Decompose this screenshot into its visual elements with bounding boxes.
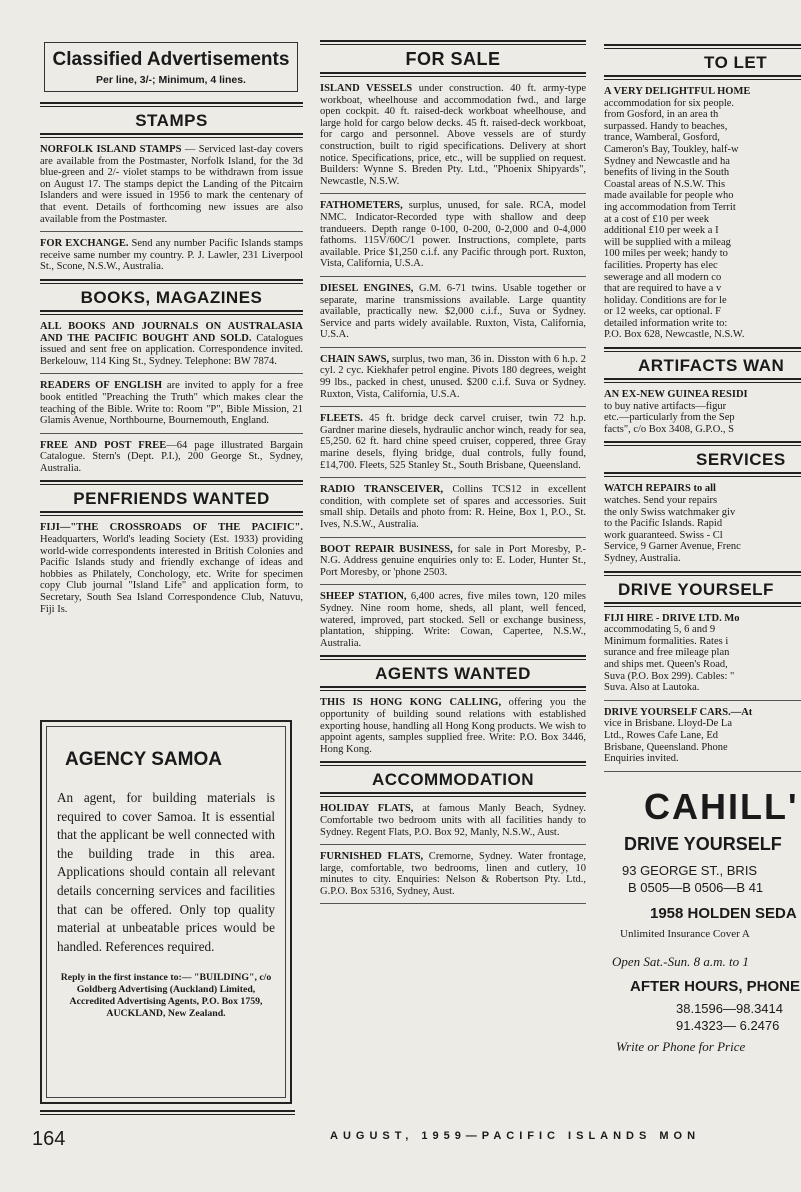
cahill-address: 93 GEORGE ST., BRIS [622, 862, 758, 878]
rule [604, 472, 801, 477]
rule [604, 378, 801, 383]
ad-drive-yourself-cars [604, 707, 801, 765]
rule [320, 537, 586, 538]
ad-all-books: ALL BOOKS AND JOURNALS ON AUSTRALASIA AND THE PACIFIC BOUGHT AND SOLD. Catalogues issued and sent free on application. Correspondence invited. Berkelouw, 114 King St., Sydney. Telephone: BW 7874. [40, 320, 303, 367]
cahill-name: CAHILL' [644, 785, 799, 827]
ad-fiji-hire-drive [604, 613, 801, 694]
rule [40, 231, 303, 232]
text-line: Sydney, Australia. [604, 553, 681, 564]
text-line: or 12 weeks, car optional. F [604, 306, 721, 318]
text-line: Brisbane, Queensland. Phone [604, 741, 728, 753]
ad-watch-repairs [604, 483, 801, 564]
rule [40, 102, 303, 107]
cahill-insurance: Unlimited Insurance Cover A [620, 927, 750, 940]
right-column-content [604, 44, 801, 1055]
text-line: surance and free mileage plan [604, 647, 730, 659]
text-line: work guaranteed. Swiss - Cl [604, 529, 723, 541]
rule [320, 477, 586, 478]
text-line: A VERY DELIGHTFUL HOME [604, 86, 751, 97]
ad-readers-of-english: READERS OF ENGLISH are invited to apply for a free book entitled "Preaching the Truth" which makes clear the teaching of the Bible. Write to: Room "P", Bible Mission, 21 Glamis Avenue, Northbourne, Bournemouth, England. [40, 380, 303, 427]
ad-radio-transceiver: RADIO TRANSCEIVER, Collins TCS12 in excellent condition, with complete set of spares and accessories. Suit small ship. Details and photo from: R. Heine, Box 1, P.O., St. Ives, N.S.W., Australia. [320, 484, 586, 530]
rule [320, 193, 586, 194]
text-line: 100 miles per week; handy to [604, 248, 728, 260]
rule [604, 771, 801, 772]
stamps-section [40, 102, 303, 621]
text-line: watches. Send your repairs [604, 495, 718, 507]
rule [40, 310, 303, 315]
ad-fathometers: FATHOMETERS, surplus, unused, for sale. RCA, model NMC. Indicator-Recorded type with shallow and deep trandueers. Depth range 0-100, 0-200, 0-2,000 and 0-4,000 fathoms. 115V/60C/1 power. Instructions, complete, parts available. Price $1,250 c.i.f. any Pacific through port. Ruxton, Vista, California, U.S.A. [320, 200, 586, 270]
section-heading-agents-wanted: AGENTS WANTED [375, 664, 531, 684]
section-heading-services: SERVICES [696, 450, 786, 470]
rule [604, 441, 801, 446]
section-heading-to-let: TO LET [704, 53, 768, 72]
text-line: to buy native artifacts—figur [604, 400, 727, 412]
text-line: DRIVE YOURSELF CARS.—At [604, 706, 753, 718]
rule [40, 1110, 295, 1115]
rule [320, 347, 586, 348]
text-line: Service, 9 Garner Avenue, Frenc [604, 541, 741, 553]
section-heading-books: BOOKS, MAGAZINES [80, 287, 263, 307]
text-line: trance, Wamberal, Gosford, [604, 132, 720, 144]
agency-samoa-inner [46, 726, 286, 1098]
cahill-phones: B 0505—B 0506—B 41 [628, 879, 764, 895]
text-line: detailed information write to: [604, 317, 728, 329]
rule [320, 844, 586, 845]
cahill-after-hours: AFTER HOURS, PHONE [630, 977, 801, 995]
ad-sheep-station: SHEEP STATION, 6,400 acres, five miles town, 120 miles Sydney. Nine room home, sheds, all plant, well fenced, watered, improved, part stocked. Sell or exchange business, plantation, shipping. Write: Cowan, Capertee, N.S.W., Australia. [320, 591, 586, 649]
section-heading-accommodation: ACCOMMODATION [372, 770, 534, 790]
text-line: vice in Brisbane. Lloyd-De La [604, 718, 732, 730]
rule [604, 602, 801, 607]
cahill-advert [604, 786, 801, 1055]
text-line: Ltd., Rowes Cafe Lane, Ed [604, 729, 719, 741]
classified-box [44, 42, 298, 92]
rule [320, 72, 586, 77]
text-line: FIJI HIRE - DRIVE LTD. Mo [604, 612, 740, 624]
rule [40, 279, 303, 284]
cahill-open: Open Sat.-Sun. 8 a.m. to 1 [612, 953, 749, 969]
rule [320, 655, 586, 660]
rule [40, 480, 303, 485]
text-line: ing accommodation from Territ [604, 201, 736, 213]
cahill-write: Write or Phone for Price [616, 1038, 746, 1054]
rule [604, 700, 801, 701]
text-line: made available for people who [604, 190, 734, 202]
section-heading-penfriends: PENFRIENDS WANTED [73, 489, 270, 509]
rule [320, 792, 586, 797]
rule [40, 133, 303, 138]
rule [320, 40, 586, 45]
text-line: that are required to have a v [604, 283, 722, 295]
text-line: the only Swiss watchmaker giv [604, 506, 736, 518]
text-line: benefits of living in the South [604, 167, 730, 179]
for-sale-section [320, 40, 586, 904]
cahill-number-1: 38.1596—98.3414 [676, 1000, 783, 1016]
text-line: will be supplied with a mileag [604, 236, 731, 248]
text-line: Enquiries invited. [604, 753, 679, 765]
section-heading-drive-yourself: DRIVE YOURSELF [618, 579, 774, 599]
text-line: Suva (P.O. Box 299). Cables: " [604, 670, 735, 682]
text-line: to the Pacific Islands. Rapid [604, 518, 723, 530]
text-line: accommodation for six people. [604, 97, 735, 109]
text-line: at a cost of £10 per week [604, 213, 709, 225]
column-right [604, 0, 801, 1120]
ad-new-guinea-resident [604, 389, 801, 435]
cahill-sub: DRIVE YOURSELF [624, 833, 782, 854]
rule [320, 761, 586, 766]
ad-fleets: FLEETS. 45 ft. bridge deck carvel cruiser, twin 72 h.p. Gardner marine diesels, hydraulic anchor winch, ready for sea, £5,250. 62 ft. hard chine speed cruiser, coppered, three Gray marine desels, flying bridge, dual controls, fully found, £14,700. Fleets, 525 Stanley St., South Brisbane, Queensland. [320, 413, 586, 471]
footer-issue-line: AUGUST, 1959—PACIFIC ISLANDS MON [330, 1130, 701, 1142]
ad-chain-saws: CHAIN SAWS, surplus, two man, 36 in. Disston with 6 h.p. 2 cyl. 2 cyc. Kiekhafer petrol engine. Pivots 180 degrees, weight 99 lbs., packed in chest, unused. $200 c.i.f. Suva or Sydney. Ruxton, Vista, California, U.S.A. [320, 353, 586, 400]
text-line: etc.—particularly from the Sep [604, 412, 735, 424]
text-line: accommodating 5, 6 and 9 [604, 624, 716, 636]
text-line: WATCH REPAIRS to all [604, 483, 716, 495]
page-number: 164 [32, 1128, 66, 1150]
agency-samoa-title: AGENCY SAMOA [65, 749, 222, 770]
ad-boot-repair: BOOT REPAIR BUSINESS, for sale in Port Moresby, P.-N.G. Address genuine enquiries only to: E. Loder, Hunter St., Port Moresby, or 'phone 2503. [320, 543, 587, 578]
ad-island-vessels: ISLAND VESSELS under construction. 40 ft. army-type workboat, wheelhouse and accommodation fwd., and large open cockpit. 40 ft. raised-deck workboat wheelhouse, and large hold for cargo below decks. 45 ft. raised-deck workboat, for cargo and personnel. Above vessels are of sturdy construction, built to rigid specifications. Delivery at short notice. Specifications, price, etc., will be supplied on request. Builders: Wynne S. Breden Pty. Ltd., "Phoenix Shipyards", Newcastle, N.S.W. [320, 83, 587, 187]
agency-samoa-box [40, 720, 292, 1104]
rule [40, 433, 303, 434]
ad-delightful-home [604, 86, 801, 341]
section-heading-artifacts: ARTIFACTS WAN [638, 356, 785, 376]
agency-samoa-body: An agent, for building materials is required to cover Samoa. It is essential that the applicant be well connected with the building trade in this area. Applications should contain all relevant details concerning services and facilities that can be offered. Only top quality material at unbeatable prices would be handled. References required. [57, 790, 275, 954]
rule [604, 44, 801, 49]
text-line: surpassed. Handy to beaches, [604, 120, 728, 132]
cahill-number-2: 91.4323— 6.2476 [676, 1017, 780, 1033]
rule [40, 373, 303, 374]
rule [320, 686, 586, 691]
rule [604, 75, 801, 80]
rule [320, 276, 586, 277]
rule [40, 511, 303, 516]
section-heading-stamps: STAMPS [135, 111, 208, 130]
ad-for-exchange: FOR EXCHANGE. Send any number Pacific Islands stamps receive same number my country. P. J. Lawler, 231 Liverpool St., Scone, N.S.W., Australia. [40, 238, 303, 273]
text-line: holiday. Conditions are for le [604, 294, 727, 306]
rule [604, 347, 801, 352]
classified-rate: Per line, 3/-; Minimum, 4 lines. [96, 74, 246, 86]
text-line: additional £10 per week a I [604, 225, 719, 237]
text-line: from Gosford, in an area th [604, 109, 719, 121]
text-line: Suva. Also at Lautoka. [604, 682, 700, 694]
section-heading-for-sale: FOR SALE [405, 49, 501, 69]
ad-norfolk-stamps: NORFOLK ISLAND STAMPS — Serviced last-day covers are available from the Postmaster, Norfolk Island, for the 3d blue-green and 2/- violet stamps to be withdrawn from issue on August 17. The stamps depict the Landing of the Pitcairn Islanders and were issued in 1956 to mark the centenary of that event. Details of forthcoming new issues are also available from the Postmaster. [40, 144, 303, 225]
text-line: Minimum formalities. Rates i [604, 635, 729, 647]
text-line: AN EX-NEW GUINEA RESIDI [604, 389, 748, 401]
text-line: P.O. Box 628, Newcastle, N.S.W. [604, 329, 745, 341]
text-line: Coastal areas of N.S.W. This [604, 178, 726, 190]
rule [320, 406, 586, 407]
ad-holiday-flats: HOLIDAY FLATS, at famous Manly Beach, Sydney. Comfortable two bedroom units with all facilities handy to Sydney. Regent Flats, P.O. Box 92, Manly, N.S.W., Aust. [320, 803, 586, 838]
cahill-car: 1958 HOLDEN SEDA [650, 904, 797, 922]
agency-samoa-reply: Reply in the first instance to:— "BUILDING", c/o Goldberg Advertising (Auckland) Limited, Accredited Advertising Agents, P.O. Box 1759, AUCKLAND, New Zealand. [60, 972, 272, 1019]
text-line: and ships met. Queen's Road, [604, 658, 728, 670]
rule [604, 571, 801, 576]
classified-title: Classified Advertisements [52, 49, 290, 70]
text-line: facts", c/o Box 3408, G.P.O., S [604, 423, 734, 435]
ad-free-post-free: FREE AND POST FREE—64 page illustrated Bargain Catalogue. Stern's (Dept. P.I.), 200 George St., Sydney, Australia. [40, 439, 303, 474]
rule [320, 584, 586, 585]
text-line: Cameron's Bay, Toukley, half-w [604, 143, 739, 155]
ad-fiji-crossroads: FIJI—"THE CROSSROADS OF THE PACIFIC". Headquarters, World's leading Society (Est. 1933) providing world-wide correspondents interested in British Colonies and Pacific Islands study and friendly exchange of ideas and hobbies as Philately, Conchology, etc. Write for specimen copy Club journal "Island Life" and application form, to Secretary, South Sea Island Correspondence Club, Natuvu, Fiji Is. [40, 522, 303, 615]
ad-furnished-flats: FURNISHED FLATS, Cremorne, Sydney. Water frontage, large, comfortable, two bedrooms, linen and cutlery, 10 minutes to city. Enquiries: Nelson & Robertson Pty. Ltd., G.P.O. Box 5316, Sydney, Aust. [320, 851, 586, 897]
ad-hong-kong-calling: THIS IS HONG KONG CALLING, offering you the opportunity of building sound relations with established exporting house, handling all Hong Kong products. We wish to appoint agents, samples supplied free. Write: P.O. Box 3446, Hong Kong. [320, 697, 586, 755]
text-line: Sydney and Newcastle and ha [604, 155, 730, 167]
ad-diesel-engines: DIESEL ENGINES, G.M. 6-71 twins. Usable together or separate, marine transmissions available. Large quantity available, practically new. $2,000 c.i.f., Suva or Sydney. Service and parts widely available. Ruxton, Vista, California, U.S.A. [320, 282, 586, 341]
text-line: sewerage and all modern co [604, 271, 722, 283]
rule [320, 903, 586, 904]
text-line: facilities. Property has elec [604, 259, 718, 271]
